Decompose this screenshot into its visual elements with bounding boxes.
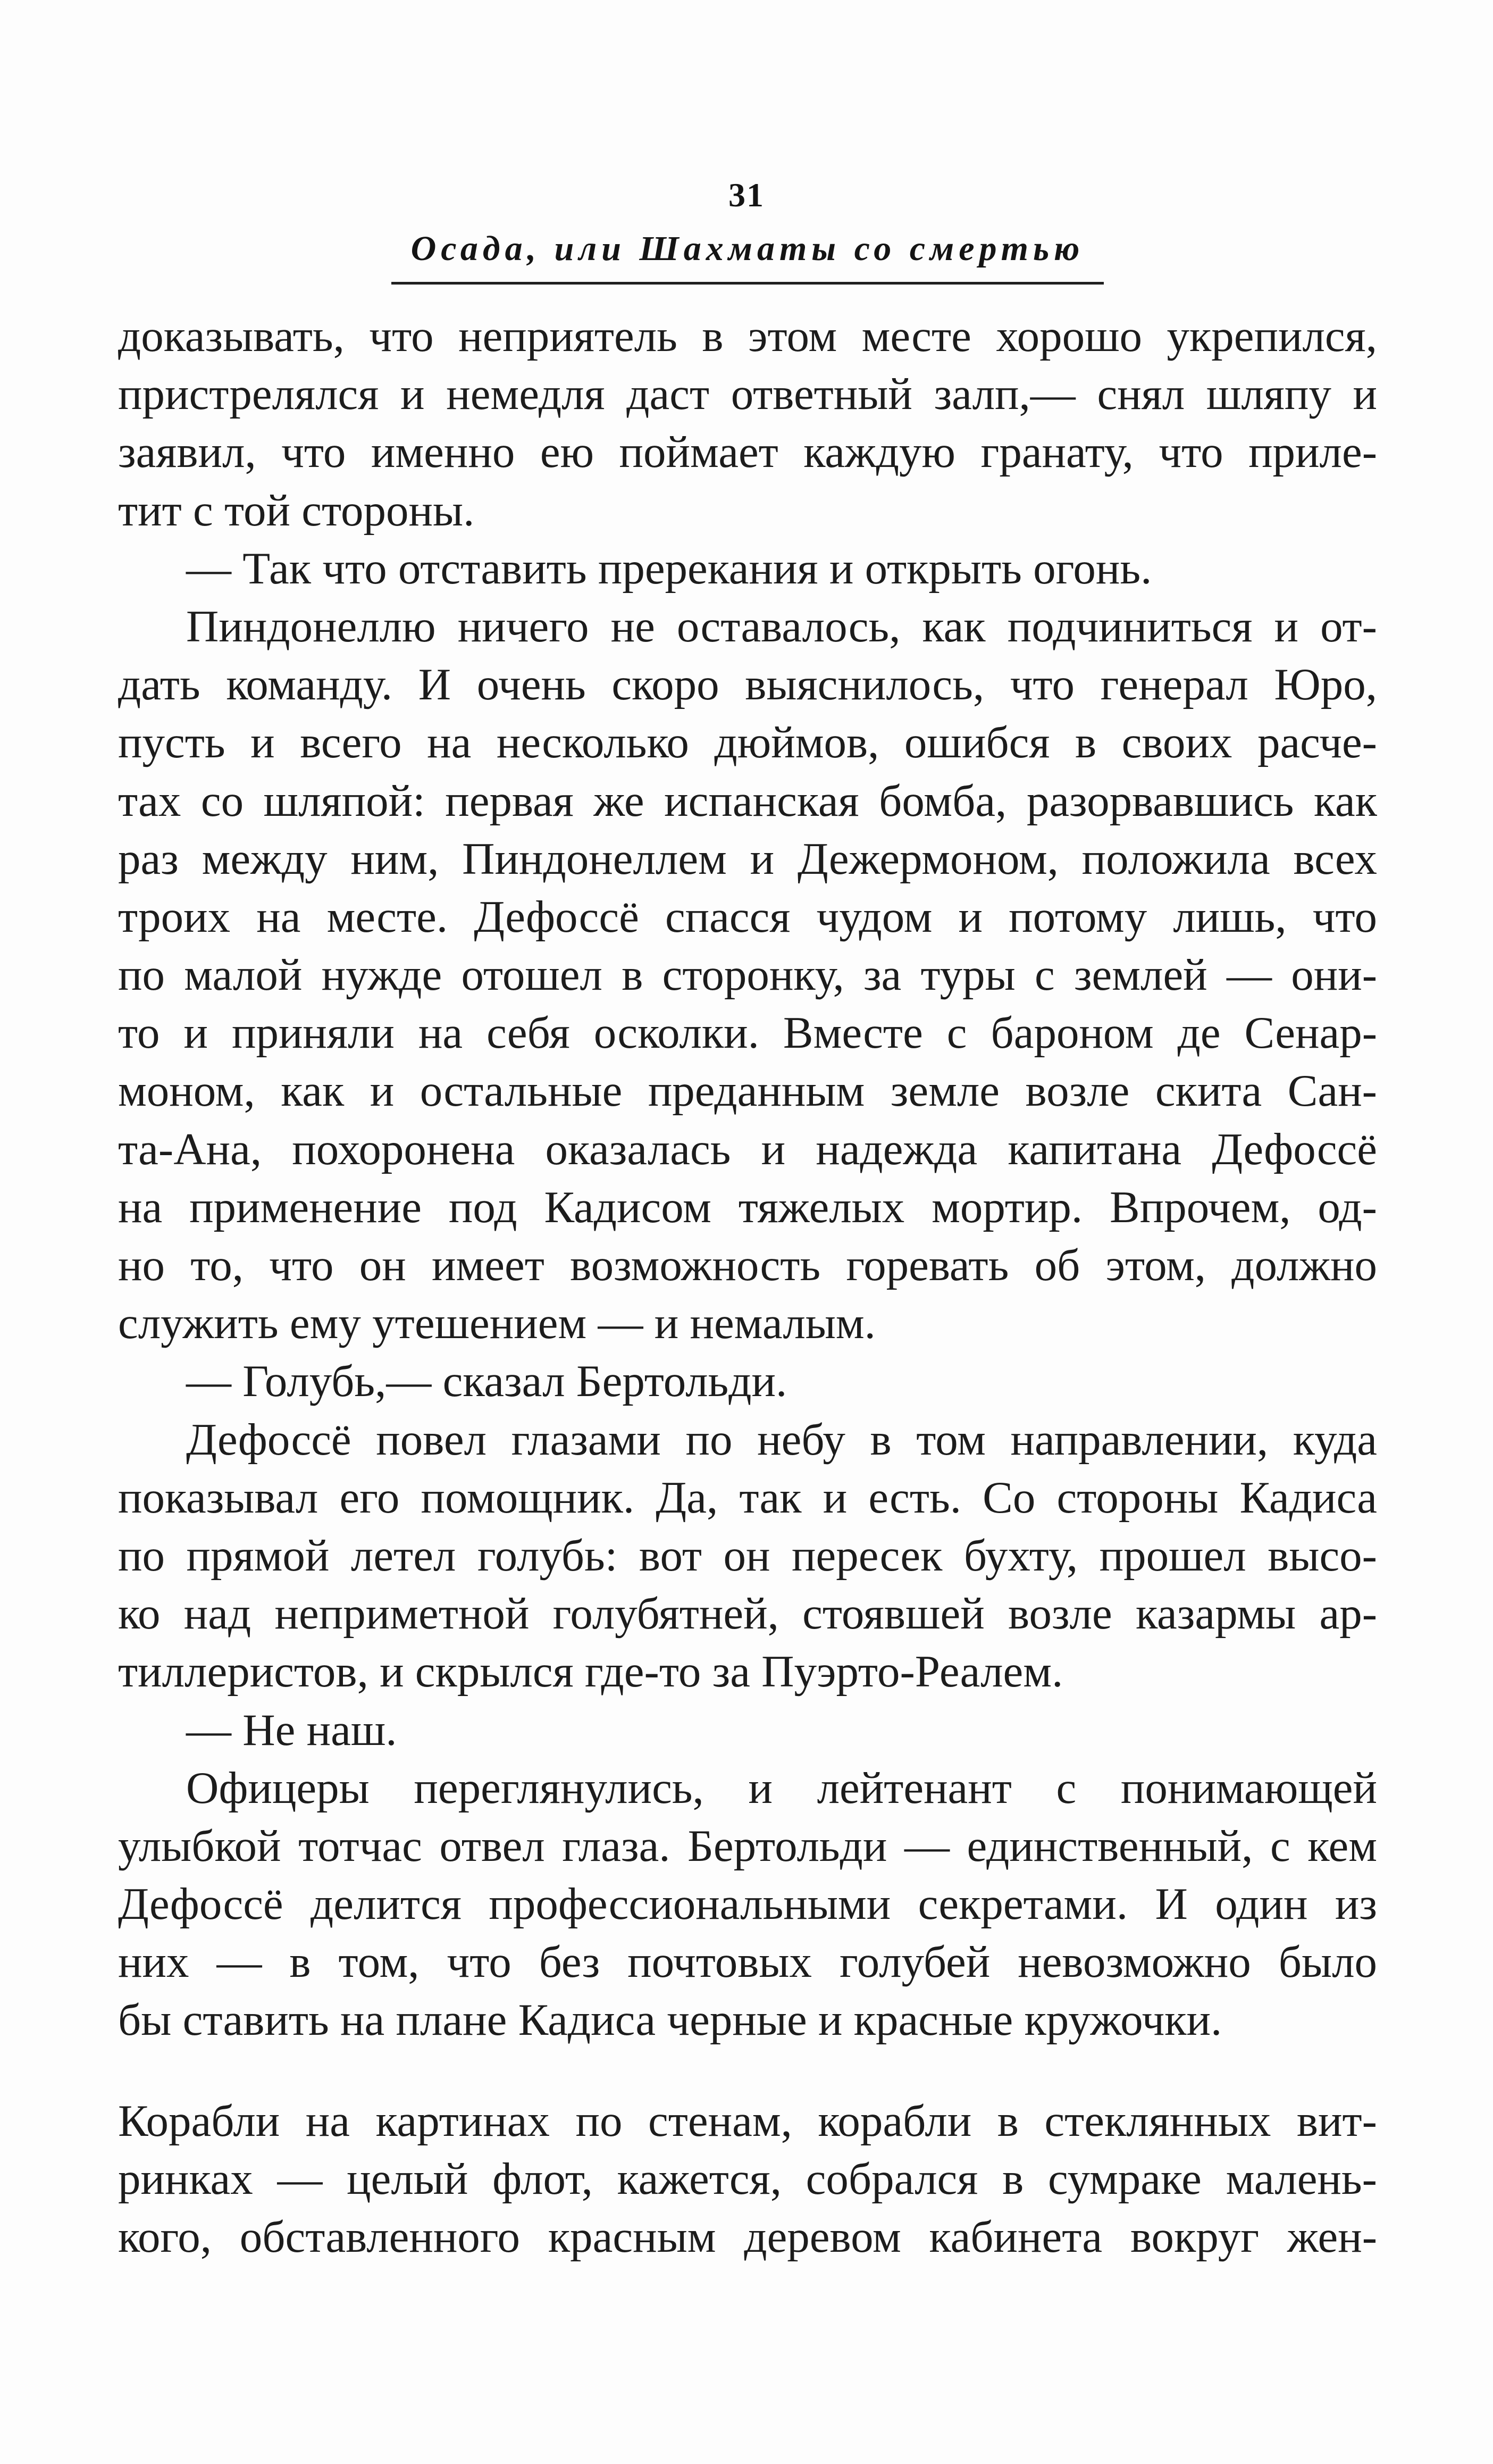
- text-line: — Не наш.: [186, 1705, 397, 1755]
- text-line: Дефоссё повел глазами по небу в том направлении, куда: [186, 1414, 1377, 1465]
- text-line: — Голубь,— сказал Бертольди.: [186, 1356, 787, 1407]
- text-line: на применение под Кадисом тяжелых мортир. Впрочем, од-: [118, 1182, 1377, 1232]
- text-line: доказывать, что неприятель в этом месте хорошо укрепился,: [118, 311, 1377, 361]
- text-line: улыбкой тотчас отвел глаза. Бертольди — единственный, с кем: [118, 1820, 1377, 1871]
- text-line: пусть и всего на несколько дюймов, ошибся в своих расче-: [118, 717, 1377, 768]
- text-line: — Так что отставить пререкания и открыть огонь.: [186, 543, 1152, 594]
- paragraph: [118, 307, 1377, 540]
- paragraph: [118, 598, 1377, 1352]
- paragraph: [118, 1411, 1377, 1701]
- page-number: 31: [728, 176, 765, 214]
- text-line: то и приняли на себя осколки. Вместе с бароном де Сенар-: [118, 1008, 1377, 1058]
- text-line: тит с той стороны.: [118, 485, 475, 536]
- text-line: раз между ним, Пиндонеллем и Дежермоном, положила всех: [118, 833, 1377, 884]
- text-line: них — в том, что без почтовых голубей невозможно было: [118, 1937, 1377, 1987]
- text-line: моном, как и остальные преданным земле возле скита Сан-: [118, 1066, 1377, 1116]
- running-title: Осада, или Шахматы со смертью: [410, 229, 1085, 268]
- text-line: тах со шляпой: первая же испанская бомба, разорвавшись как: [118, 775, 1377, 826]
- text-line: Офицеры переглянулись, и лейтенант с понимающей: [186, 1763, 1377, 1813]
- section-break: [118, 2050, 1377, 2092]
- header-rule: [391, 282, 1104, 285]
- text-line: Корабли на картинах по стенам, корабли в стеклянных вит-: [118, 2095, 1377, 2146]
- body-text: [118, 307, 1377, 2266]
- text-line: но то, что он имеет возможность горевать об этом, должно: [118, 1240, 1377, 1290]
- text-line: ринках — целый флот, кажется, собрался в сумраке малень-: [118, 2153, 1377, 2204]
- text-line: заявил, что именно ею поймает каждую гранату, что приле-: [118, 427, 1377, 478]
- paragraph: [118, 2092, 1377, 2267]
- text-line: троих на месте. Дефоссё спасся чудом и потому лишь, что: [118, 891, 1377, 942]
- text-line: по малой нужде отошел в сторонку, за туры с землей — они-: [118, 950, 1377, 1000]
- text-line: бы ставить на плане Кадиса черные и красные кружочки.: [118, 1995, 1222, 2045]
- text-line: Дефоссё делится профессиональными секретами. И один из: [118, 1879, 1377, 1930]
- text-line: показывал его помощник. Да, так и есть. Со стороны Кадиса: [118, 1472, 1377, 1523]
- text-line: пристрелялся и немедля даст ответный залп,— снял шляпу и: [118, 369, 1377, 420]
- text-line: Пиндонеллю ничего не оставалось, как подчиниться и от-: [186, 601, 1377, 652]
- paragraph: [118, 1759, 1377, 2050]
- paragraph: [118, 1352, 1377, 1410]
- text-line: по прямой летел голубь: вот он пересек бухту, прошел высо-: [118, 1530, 1377, 1581]
- text-line: тиллеристов, и скрылся где-то за Пуэрто-Реалем.: [118, 1647, 1063, 1697]
- text-line: кого, обставленного красным деревом кабинета вокруг жен-: [118, 2212, 1377, 2262]
- paragraph: [118, 1701, 1377, 1759]
- text-line: ко над неприметной голубятней, стоявшей возле казармы ар-: [118, 1589, 1377, 1639]
- text-line: та-Ана, похоронена оказалась и надежда капитана Дефоссё: [118, 1124, 1377, 1174]
- text-line: дать команду. И очень скоро выяснилось, что генерал Юро,: [118, 659, 1377, 710]
- text-line: служить ему утешением — и немалым.: [118, 1298, 876, 1349]
- paragraph: [118, 540, 1377, 598]
